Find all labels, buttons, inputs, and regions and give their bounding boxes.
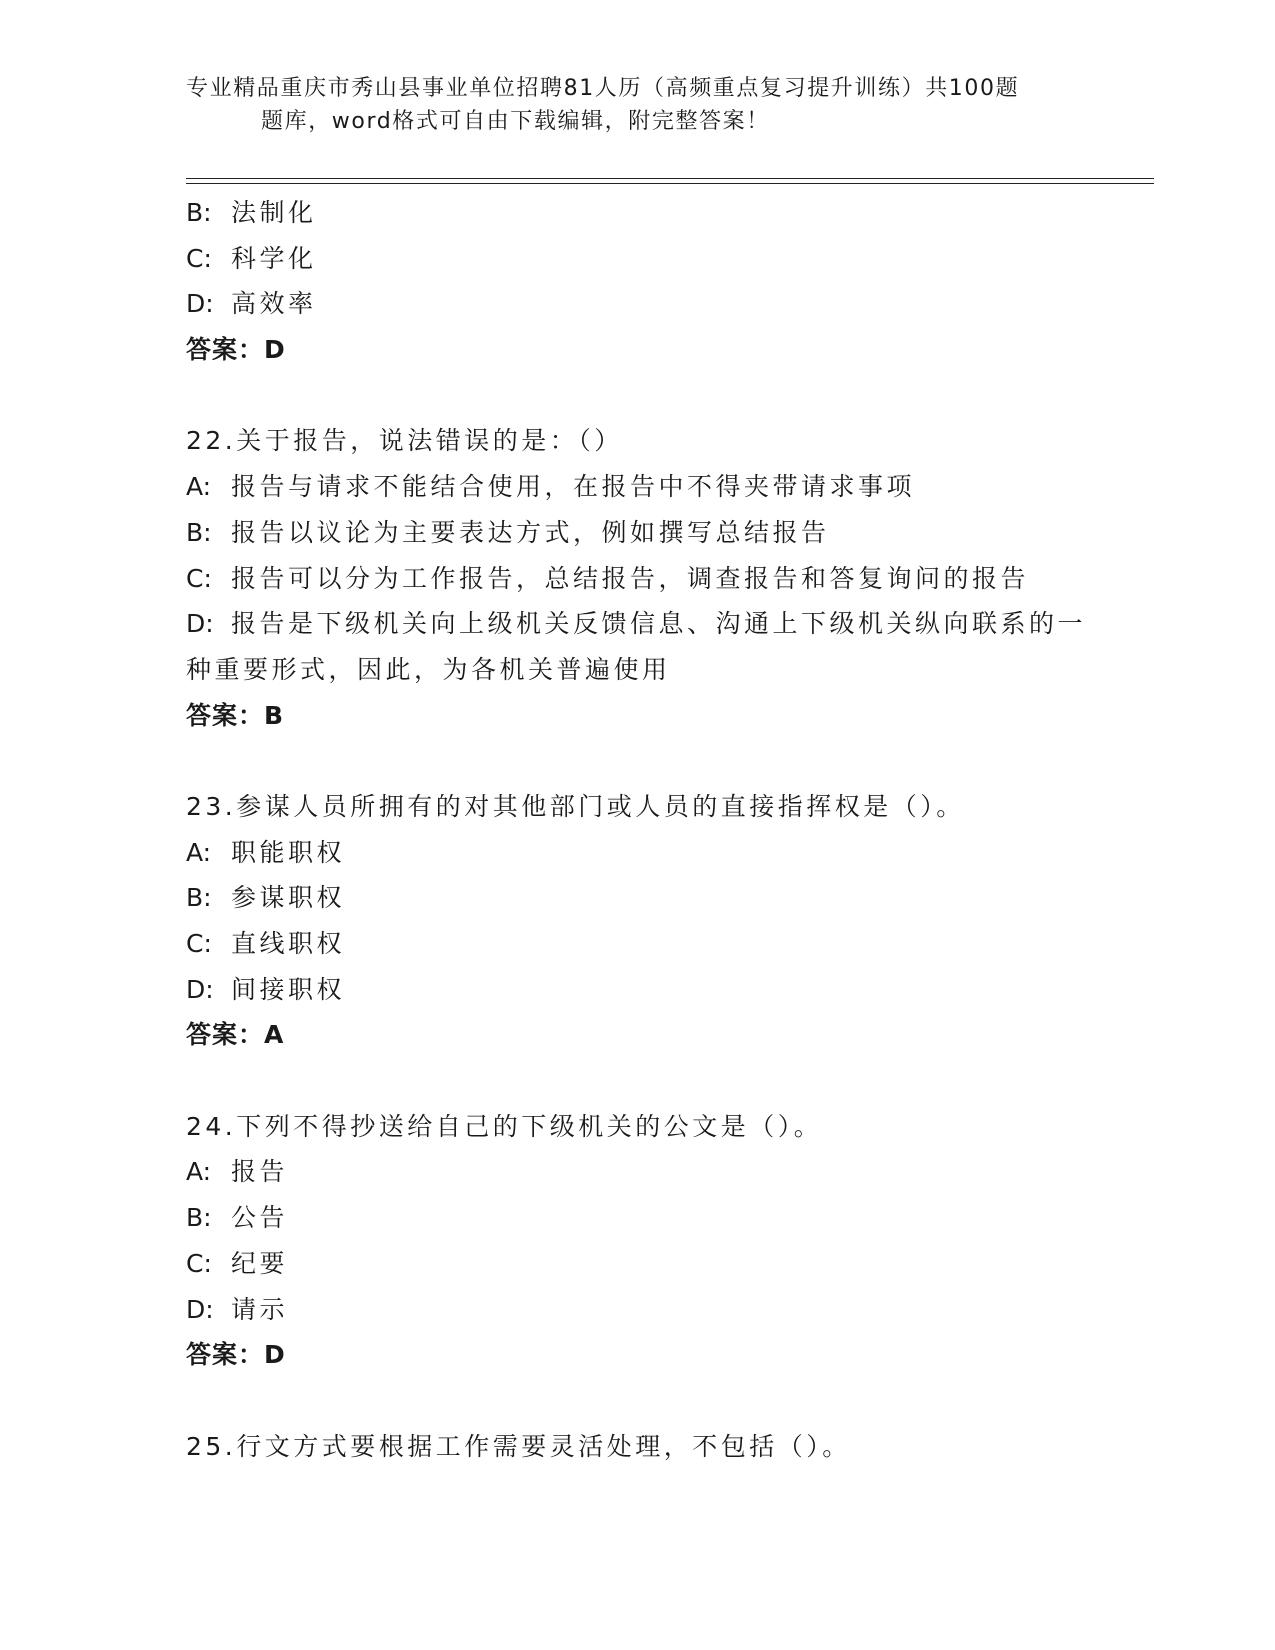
option-key: B: bbox=[186, 517, 212, 547]
page-header bbox=[186, 72, 1086, 138]
question-stem: 25.行文方式要根据工作需要灵活处理，不包括（）。 bbox=[186, 1431, 851, 1461]
option-line bbox=[186, 875, 1086, 921]
option-key: B: bbox=[186, 1203, 212, 1233]
option-text: 职能职权 bbox=[231, 837, 346, 867]
option-line bbox=[186, 236, 1086, 282]
option-key: A: bbox=[186, 837, 212, 867]
option-line bbox=[186, 1195, 1086, 1241]
option-key: A: bbox=[186, 472, 212, 502]
option-text: 报告是下级机关向上级机关反馈信息、沟通上下级机关纵向联系的一种重要形式，因此，为各机关普遍使用 bbox=[186, 609, 1087, 684]
question-stem: 24.下列不得抄送给自己的下级机关的公文是（）。 bbox=[186, 1111, 823, 1141]
option-text: 高效率 bbox=[231, 289, 317, 319]
header-line-2: 题库，word格式可自由下载编辑，附完整答案！ bbox=[261, 109, 770, 134]
spacer bbox=[186, 1378, 1086, 1424]
spacer bbox=[186, 738, 1086, 784]
option-text: 纪要 bbox=[231, 1248, 289, 1278]
question-stem: 23.参谋人员所拥有的对其他部门或人员的直接指挥权是（）。 bbox=[186, 791, 965, 821]
option-text: 直线职权 bbox=[231, 929, 346, 959]
option-line bbox=[186, 1149, 1086, 1195]
option-line bbox=[186, 510, 1086, 556]
option-key: D: bbox=[186, 289, 214, 319]
option-key: C: bbox=[186, 929, 212, 959]
option-line bbox=[186, 1287, 1086, 1333]
option-key: B: bbox=[186, 198, 212, 227]
question-content bbox=[186, 190, 1086, 1469]
option-text: 报告 bbox=[231, 1157, 289, 1187]
option-key: D: bbox=[186, 609, 214, 639]
option-key: B: bbox=[186, 883, 212, 913]
option-line bbox=[186, 967, 1086, 1013]
header-line-1: 专业精品重庆市秀山县事业单位招聘81人历（高频重点复习提升训练）共100题 bbox=[186, 76, 1020, 101]
option-line bbox=[186, 556, 1086, 602]
option-line bbox=[186, 830, 1086, 876]
option-key: C: bbox=[186, 1248, 212, 1278]
header-rule-top bbox=[186, 178, 1154, 179]
option-line bbox=[186, 464, 1086, 510]
option-line bbox=[186, 190, 1086, 236]
option-text: 报告与请求不能结合使用，在报告中不得夹带请求事项 bbox=[231, 472, 916, 502]
header-rule-bottom bbox=[186, 183, 1154, 184]
answer-line: 答案：D bbox=[186, 1340, 286, 1370]
option-text: 请示 bbox=[231, 1294, 289, 1324]
option-text: 间接职权 bbox=[231, 974, 346, 1004]
option-text: 参谋职权 bbox=[231, 883, 346, 913]
option-line bbox=[186, 921, 1086, 967]
option-text: 公告 bbox=[231, 1203, 289, 1233]
option-key: D: bbox=[186, 974, 214, 1004]
option-key: A: bbox=[186, 1157, 212, 1187]
option-key: C: bbox=[186, 243, 212, 273]
option-key: D: bbox=[186, 1294, 214, 1324]
option-line bbox=[186, 1241, 1086, 1287]
option-line bbox=[186, 601, 1086, 692]
option-text: 报告以议论为主要表达方式，例如撰写总结报告 bbox=[231, 517, 830, 547]
question-stem: 22.关于报告，说法错误的是：（） bbox=[186, 426, 623, 456]
option-text: 科学化 bbox=[231, 243, 317, 273]
answer-line: 答案：D bbox=[186, 335, 286, 365]
spacer bbox=[186, 373, 1086, 419]
answer-line: 答案：A bbox=[186, 1020, 285, 1050]
answer-line: 答案：B bbox=[186, 700, 285, 730]
option-text: 报告可以分为工作报告，总结报告，调查报告和答复询问的报告 bbox=[231, 563, 1030, 593]
option-text: 法制化 bbox=[231, 198, 317, 227]
option-line bbox=[186, 281, 1086, 327]
option-key: C: bbox=[186, 563, 212, 593]
spacer bbox=[186, 1058, 1086, 1104]
